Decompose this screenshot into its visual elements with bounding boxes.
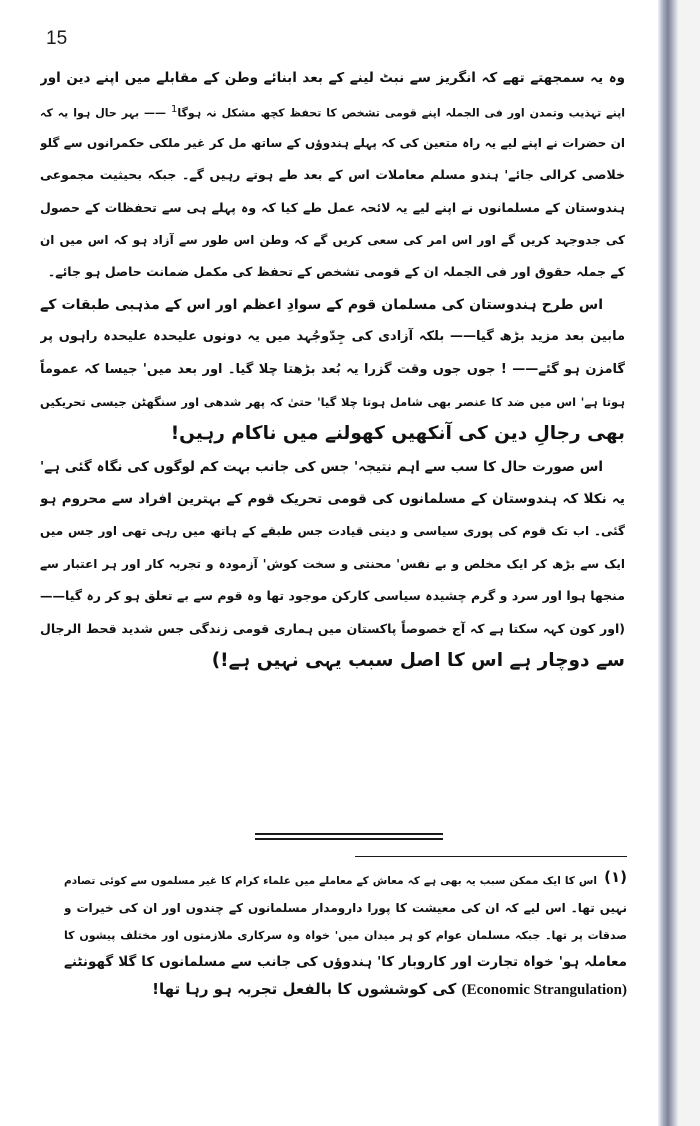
footnote-line: صدقات پر تھا۔ جبکہ مسلمان عوام کو ہر میدان میں' خواہ وہ سرکاری ملازمتوں اور مختلف پیشوں کا bbox=[64, 929, 627, 942]
text-line: اس صورت حال کا سب سے اہم نتیجہ' جس کی جانب بہت کم لوگوں کی نگاہ گئی ہے' bbox=[40, 458, 603, 475]
text-line: گامزن ہو گئے—— ! جوں جوں وقت گزرا یہ بُعد بڑھتا چلا گیا۔ اور بعد میں' جیسا کہ عموماً bbox=[40, 361, 625, 377]
footnote bbox=[64, 868, 627, 1003]
footnote-marker: (۱) bbox=[604, 868, 627, 886]
text-line: سے دوچار ہے اس کا اصل سبب یہی نہیں ہے!) bbox=[211, 650, 625, 672]
text-segment: اپنے تہذیب وتمدن اور فی الجملہ اپنے قومی تشخص کا تحفظ کچھ مشکل نہ ہوگا bbox=[177, 107, 625, 121]
text-segment: کی کوششوں کا بالفعل تجربہ ہو رہا تھا! bbox=[152, 980, 457, 998]
text-line: ہندوستان کے مسلمانوں نے اپنے لیے یہ لائحہ عمل طے کیا کہ وہ پہلے ہی سے تحفظات کے حصول bbox=[40, 199, 625, 215]
text-line: گئی۔ اب تک قوم کی پوری سیاسی و دینی قیادت جس طبقے کے ہاتھ میں رہی تھی اور جس میں bbox=[40, 524, 625, 539]
text-line: کے جملہ حقوق اور فی الجملہ ان کے قومی تشخص کے تحفظ کی مکمل ضمانت حاصل ہو جائے۔ bbox=[47, 264, 625, 280]
book-binding-shadow bbox=[658, 0, 678, 1126]
text-line: اس طرح ہندوستان کی مسلمان قوم کے سوادِ اعظم اور اس کے مذہبی طبقات کے bbox=[40, 296, 603, 313]
body-text bbox=[40, 62, 625, 677]
text-line: منجھا ہوا اور سرد و گرم چشیدہ سیاسی کارکن موجود تھا وہ قوم سے بے تعلق ہو کر رہ گیا—— bbox=[40, 588, 625, 604]
page-edge-background bbox=[678, 0, 700, 1126]
text-line: کی جدوجہد کریں گے اور اس امر کی سعی کریں گے کہ وطن اس طور سے آزاد ہو کہ اس میں ان bbox=[40, 232, 625, 247]
text-line: ایک سے بڑھ کر ایک مخلص و بے نفس' محنتی و سخت کوش' آزمودہ و تجربہ کار اور ہر اعتبار سے bbox=[40, 556, 625, 571]
footnote-line: معاملہ ہو' خواہ تجارت اور کاروبار کا' ہندوؤں کی جانب سے مسلمانوں کا گلا گھونٹنے bbox=[64, 954, 627, 970]
text-line: خلاصی کرالی جائے' ہندو مسلم معاملات اس کے بعد طے ہوتے رہیں گے۔ جبکہ بحیثیت مجموعی bbox=[40, 167, 625, 183]
footnote-separator-rule bbox=[355, 856, 627, 857]
text-line: ہوتا ہے' اس میں ضد کا عنصر بھی شامل ہوتا چلا گیا' حتیٰ کہ پھر شدھی اور سنگھٹن جیسی تحریکیں bbox=[40, 394, 625, 409]
footnote-reference[interactable]: 1 bbox=[170, 104, 178, 116]
text-line: (اور کون کہہ سکتا ہے کہ آج خصوصاً پاکستان میں ہماری قومی زندگی جس شدید قحط الرجال bbox=[40, 620, 625, 636]
text-line: بھی رجالِ دین کی آنکھیں کھولنے میں ناکام رہیں! bbox=[170, 423, 625, 445]
section-end-double-rule bbox=[255, 833, 443, 840]
text-line: وہ یہ سمجھتے تھے کہ انگریز سے نبٹ لینے کے بعد ابنائے وطن کے مقابلے میں اپنے دین اور bbox=[40, 70, 625, 86]
footnote-line: نہیں تھا۔ اس لیے کہ ان کی معیشت کا پورا دارومدار مسلمانوں کے چندوں اور ان کی خیرات و bbox=[64, 901, 627, 915]
text-segment: —— بہر حال ہوا یہ کہ bbox=[40, 107, 167, 121]
text-line: مابین بعد مزید بڑھ گیا—— بلکہ آزادی کی جِدّوجُہد میں یہ دونوں علیحدہ علیحدہ راہوں پر bbox=[40, 329, 625, 345]
text-line: یہ نکلا کہ ہندوستان کے مسلمانوں کی قومی تحریک قوم کے بہترین افراد سے محروم ہو bbox=[40, 491, 625, 508]
footnote-line bbox=[64, 976, 627, 1003]
footnote-line: اس کا ایک ممکن سبب یہ بھی ہے کہ معاش کے معاملے میں علماء کرام کا غیر مسلموں سے کوئی تصادم bbox=[64, 875, 597, 887]
page-number: 15 bbox=[46, 28, 68, 49]
text-line: ان حضرات نے اپنے لیے یہ راہ متعین کی کہ پہلے ہندوؤں کے ساتھ مل کر غیر ملکی حکمرانوں سے گلو bbox=[40, 135, 625, 150]
english-term: (Economic Strangulation) bbox=[461, 982, 627, 998]
text-line bbox=[40, 94, 625, 126]
